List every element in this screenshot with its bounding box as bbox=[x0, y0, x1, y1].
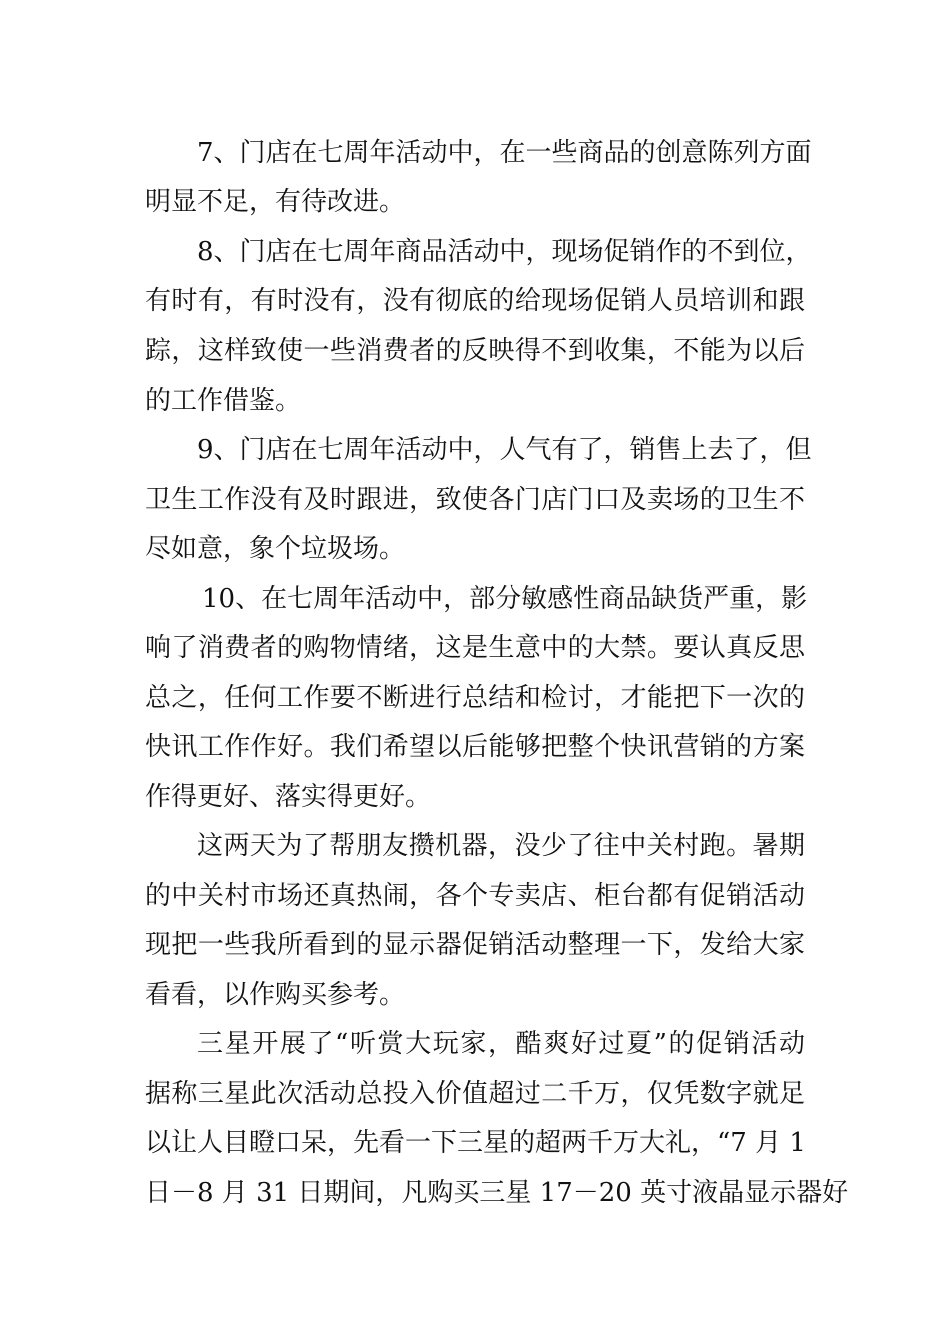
text-line: 作得更好、落实得更好。 bbox=[145, 782, 432, 812]
text-line: 响了消费者的购物情绪，这是生意中的大禁。要认真反思 bbox=[145, 633, 805, 663]
text-line: 总之，任何工作要不断进行总结和检讨，才能把下一次的 bbox=[145, 683, 805, 713]
text-line: 这两天为了帮朋友攒机器，没少了往中关村跑。暑期 bbox=[197, 831, 805, 861]
text-line: 尽如意，象个垃圾场。 bbox=[145, 534, 406, 564]
text-line: 9、门店在七周年活动中，人气有了，销售上去了，但 bbox=[197, 435, 812, 465]
text-line: 看看，以作购买参考。 bbox=[145, 980, 406, 1010]
text-line: 据称三星此次活动总投入价值超过二千万，仅凭数字就足 bbox=[145, 1079, 805, 1109]
text-line: 卫生工作没有及时跟进，致使各门店门口及卖场的卫生不 bbox=[145, 485, 805, 515]
text-line: 以让人目瞪口呆，先看一下三星的超两千万大礼，“7 月 1 bbox=[145, 1128, 806, 1158]
text-line: 快讯工作作好。我们希望以后能够把整个快讯营销的方案 bbox=[145, 732, 805, 762]
text-line: 日－8 月 31 日期间，凡购买三星 17－20 英寸液晶显示器好 bbox=[145, 1178, 849, 1208]
text-line: 三星开展了“听赏大玩家，酷爽好过夏”的促销活动 bbox=[197, 1029, 805, 1059]
text-line: 10、在七周年活动中，部分敏感性商品缺货严重，影 bbox=[202, 584, 808, 614]
text-line: 7、门店在七周年活动中，在一些商品的创意陈列方面 bbox=[197, 138, 812, 168]
text-line: 的工作借鉴。 bbox=[145, 386, 302, 416]
text-line: 8、门店在七周年商品活动中，现场促销作的不到位， bbox=[197, 237, 812, 267]
text-line: 的中关村市场还真热闹，各个专卖店、柜台都有促销活动 bbox=[145, 881, 805, 911]
text-line: 踪，这样致使一些消费者的反映得不到收集，不能为以后 bbox=[145, 336, 805, 366]
text-line: 现把一些我所看到的显示器促销活动整理一下，发给大家 bbox=[145, 930, 805, 960]
text-line: 明显不足，有待改进。 bbox=[145, 187, 406, 217]
text-line: 有时有，有时没有，没有彻底的给现场促销人员培训和跟 bbox=[145, 286, 805, 316]
